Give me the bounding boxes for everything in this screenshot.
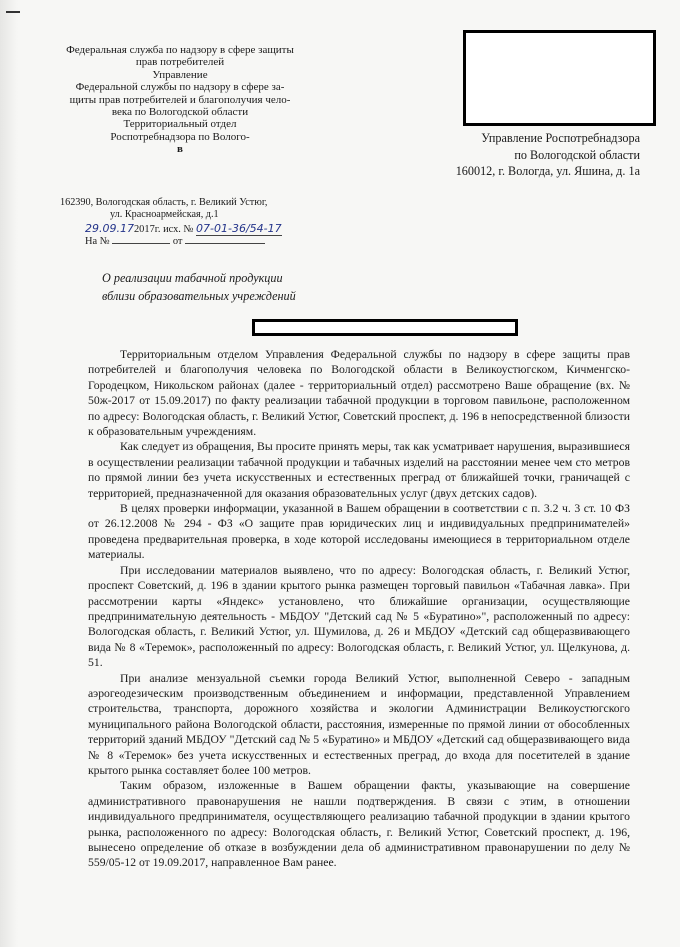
sender-line: века по Вологодской области bbox=[111, 106, 249, 119]
body-paragraph: Таким образом, изложенные в Вашем обращении факты, указывающие на совершение административного правонарушения не нашли подтверждения. В связи с этим, в отношении индивидуального предпринимателя, осуществляющего реализацию табачной продукции в здании крытого рынка, расположенного по адресу: Вологодская область, г. Великий Устюг, Советский проспект, д. 196, вынесено определение об отказе в возбуждении дела об административном правонарушении по делу № 559/05-12 от 19.09.2017, направленное Вам ранее. bbox=[88, 779, 630, 870]
subject-line: вблизи образовательных учреждений bbox=[102, 289, 296, 303]
blank-date bbox=[185, 243, 265, 244]
year-suffix: 2017г. bbox=[133, 224, 161, 235]
sender-header bbox=[50, 44, 310, 156]
outgoing-number-row bbox=[85, 222, 345, 235]
recipient-line: Управление Роспотребнадзора bbox=[481, 131, 640, 145]
subject-block bbox=[102, 269, 296, 305]
registration-block bbox=[85, 222, 345, 248]
blank-number bbox=[112, 243, 170, 244]
outgoing-label: исх. № bbox=[163, 224, 194, 235]
recipient-line: 160012, г. Вологда, ул. Яшина, д. 1а bbox=[455, 164, 640, 178]
reply-to-row bbox=[85, 235, 345, 248]
subject-line: О реализации табачной продукции bbox=[102, 271, 283, 285]
handwritten-number: 07-01-36/54-17 bbox=[196, 222, 282, 235]
recipient-block bbox=[420, 130, 640, 180]
sender-line: Территориальный отдел bbox=[123, 118, 237, 131]
reply-label: На № bbox=[85, 236, 110, 247]
handwritten-date: 29.09.17 bbox=[85, 222, 134, 235]
redaction-box bbox=[463, 30, 656, 126]
sender-line: Управление bbox=[152, 68, 208, 81]
body-paragraph: При анализе мензуальной съемки города Великий Устюг, выполненной Северо - западным аэрогеодезическим производственным объединением и информации, представленной Управлением строительства, транспорта, дорожного хозяйства и экологии Администрации Великоустюгского муниципального района Вологодской области, расстояния, измеренные по прямой линии от обособленных территорий зданий МБДОУ "Детский сад № 5 «Буратино» и МБДОУ «Детский сад общеразвивающего вида № 8 «Теремок» без учета искусственных и естественных преград, до входа для посетителей в здание крытого рынка составляет более 100 метров. bbox=[88, 671, 630, 777]
address-line: 162390, Вологодская область, г. Великий Устюг, bbox=[60, 197, 268, 208]
redaction-bar bbox=[252, 319, 518, 336]
sender-address bbox=[60, 197, 290, 221]
recipient-line: по Вологодской области bbox=[514, 147, 640, 162]
body-paragraph: При исследовании материалов выявлено, что по адресу: Вологодская область, г. Великий Устюг, проспект Советский, д. 196 в здании крытого рынка размещен торговый павильон «Табачная лавка». При рассмотрении карты «Яндекс» установлено, что ближайшие организации, осуществляющие предпринимательную деятельность - МБДОУ "Детский сад № 5 «Буратино»", расположенный по адресу: Вологодская область, г. Великий Устюг, ул. Шумилова, д. 26 и МБДОУ «Детский сад общеразвивающего вида № 8 «Теремок», расположенный по адресу: Вологодская область, г. Великий Устюг, ул. Щелкунова, д. 51. bbox=[88, 563, 630, 670]
body-paragraph: Как следует из обращения, Вы просите принять меры, так как усматривает нарушения, выразившиеся в осуществлении реализации табачной продукции и табачных изделий на расстоянии менее чем сто метров по прямой линии без учета искусственных и естественных преград от ближайшей точки, граничащей с территорией, предназначенной для оказания образовательных услуг (двух детских садов). bbox=[88, 440, 630, 500]
body-paragraph: В целях проверки информации, указанной в Вашем обращении в соответствии с п. 3.2 ч. 3 ст. 10 ФЗ от 26.12.2008 № 294 - ФЗ «О защите прав юридических лиц и индивидуальных предпринимателей» проведена предварительная проверка, в ходе которой исследованы имеющиеся в территориальном отделе материалы. bbox=[88, 502, 630, 562]
scan-edge-shadow bbox=[0, 0, 18, 947]
address-line: ул. Красноармейская, д.1 bbox=[110, 209, 219, 220]
from-label: от bbox=[172, 236, 183, 247]
sender-line: в bbox=[177, 143, 183, 156]
scan-mark bbox=[6, 11, 20, 13]
sender-line: Федеральная служба по надзору в сфере защиты bbox=[66, 44, 294, 56]
sender-line: Роспотребнадзора по Волого- bbox=[110, 130, 250, 143]
sender-line: щиты прав потребителей и благополучия чело- bbox=[69, 93, 291, 106]
sender-line: прав потребителей bbox=[135, 56, 225, 69]
letter-body bbox=[88, 347, 630, 871]
body-paragraph: Территориальным отделом Управления Федеральной службы по надзору в сфере защиты прав потребителей и благополучия человека по Вологодской области в Великоустюгском, Кичменгско-Городецком, Никольском районах (далее - территориальный отдел) рассмотрено Ваше обращение (вх. № 50ж-2017 от 15.09.2017) по факту реализации табачной продукции в торговом павильоне, расположенном по адресу: Вологодская область, г. Великий Устюг, Советский проспект, д. 196 в непосредственной близости к образовательным учреждениям. bbox=[88, 348, 630, 439]
sender-line: Федеральной службы по надзору в сфере за- bbox=[75, 81, 285, 94]
